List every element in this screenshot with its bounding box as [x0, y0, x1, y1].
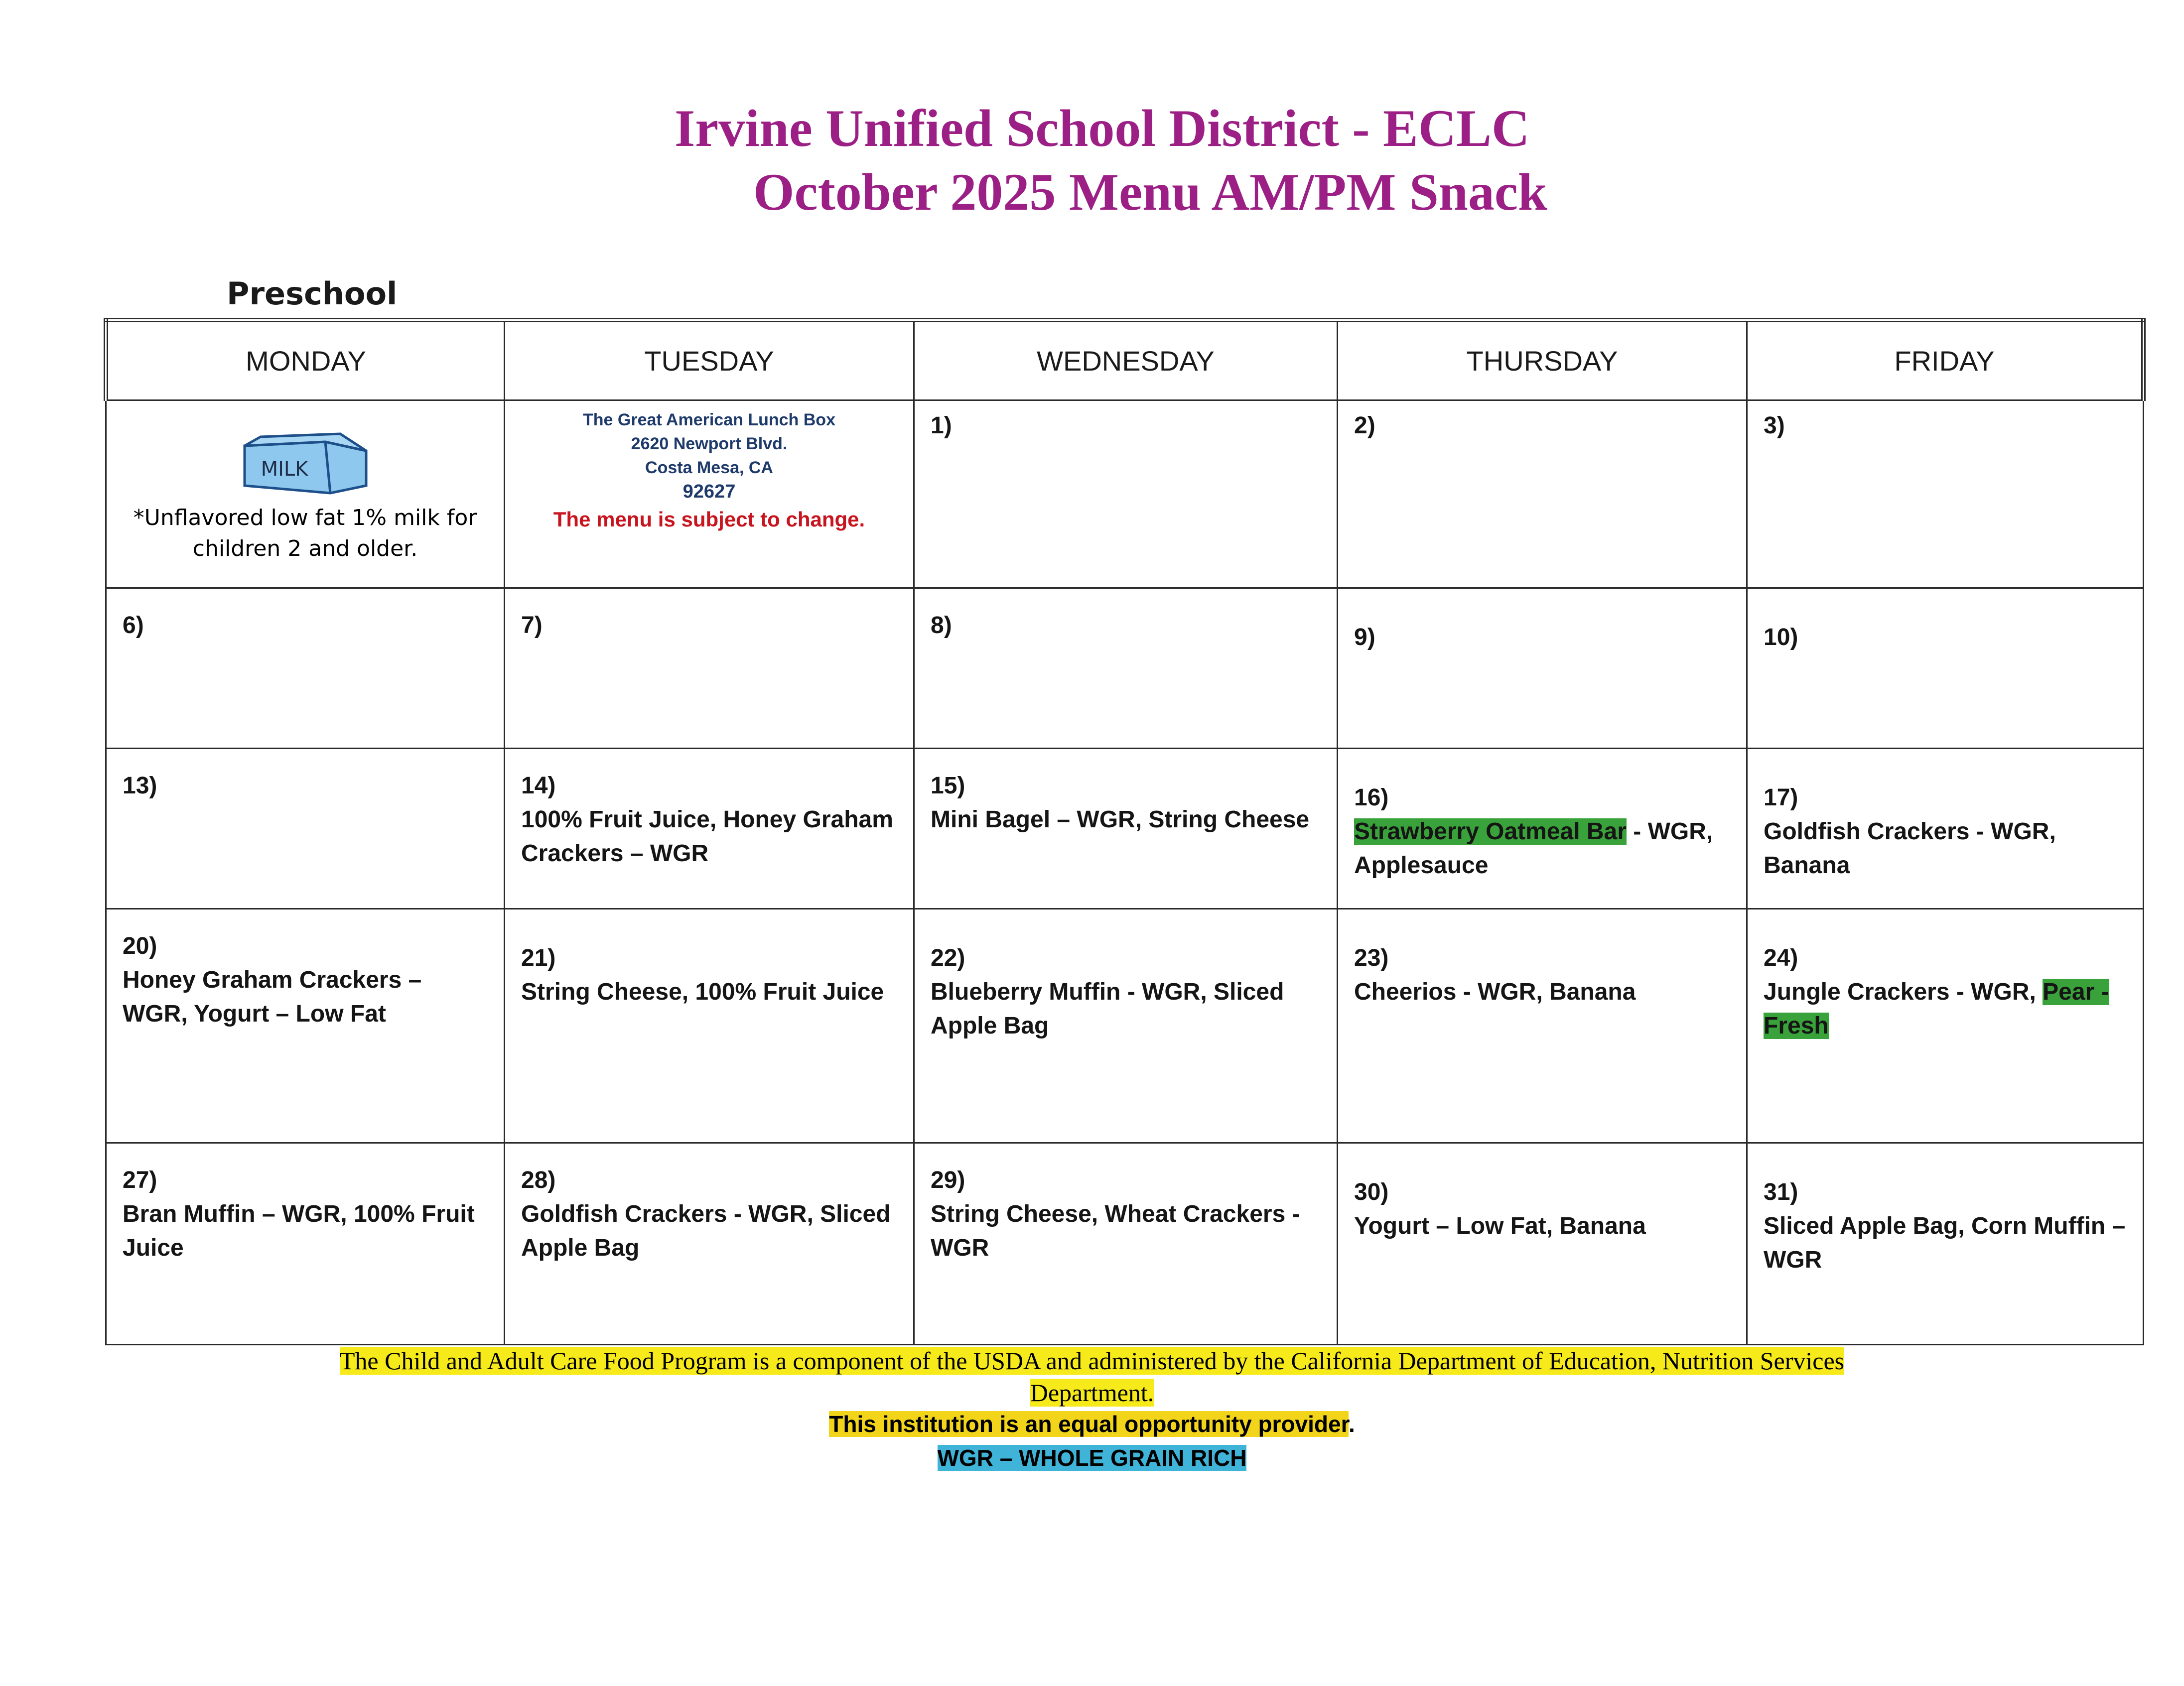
- page-title: Irvine Unified School District - ECLC: [675, 99, 1530, 157]
- menu-item: Honey Graham Crackers – WGR, Yogurt – Low Fat: [123, 967, 422, 1027]
- equal-opportunity-period: .: [1348, 1411, 1355, 1437]
- day-cell: [106, 909, 505, 1143]
- day-cell: [1747, 588, 2144, 749]
- day-cell: [1338, 588, 1747, 749]
- week-row-2: [106, 588, 2144, 749]
- day-number: 29): [931, 1167, 965, 1193]
- milk-note-line2: children 2 and older.: [192, 536, 418, 561]
- menu-calendar: [104, 318, 2146, 1345]
- wgr-legend: [0, 1444, 2184, 1471]
- day-cell: [1338, 1143, 1747, 1345]
- day-cell: [106, 1143, 505, 1345]
- cacfp-statement-line1: The Child and Adult Care Food Program is a component of the USDA and administered by the California Department of Education, Nutrition Services: [339, 1347, 1845, 1375]
- menu-item: Cheerios - WGR, Banana: [1354, 979, 1636, 1005]
- header-thursday: THURSDAY: [1338, 320, 1747, 400]
- menu-item: String Cheese, 100% Fruit Juice: [521, 979, 884, 1005]
- week-row-5: [106, 1143, 2144, 1345]
- menu-item: Sliced Apple Bag, Corn Muffin – WGR: [1764, 1213, 2126, 1273]
- page-subtitle-menu: October 2025 Menu AM/PM Snack: [753, 163, 1547, 221]
- vendor-cell: [505, 400, 914, 588]
- day-cell: [914, 1143, 1338, 1345]
- day-cell: [505, 749, 914, 909]
- day-cell: [914, 588, 1338, 749]
- vendor-street: 2620 Newport Blvd.: [631, 434, 788, 453]
- day-number: 21): [521, 945, 556, 971]
- day-number: 28): [521, 1167, 556, 1193]
- day-number: 8): [931, 612, 952, 639]
- menu-item-highlighted: Pear - Fresh: [1764, 979, 2109, 1039]
- menu-item: 100% Fruit Juice, Honey Graham Crackers – WGR: [521, 806, 893, 867]
- menu-item: Blueberry Muffin - WGR, Sliced Apple Bag: [931, 979, 1284, 1039]
- day-number: 3): [1764, 412, 1785, 439]
- day-number: 17): [1764, 784, 1798, 811]
- day-cell: [1747, 1143, 2144, 1345]
- cacfp-statement-line2: Department.: [1030, 1379, 1154, 1407]
- header-monday: MONDAY: [106, 320, 505, 400]
- day-number: 16): [1354, 784, 1389, 811]
- menu-item: Goldfish Crackers - WGR, Sliced Apple Bag: [521, 1201, 891, 1261]
- day-cell: [914, 400, 1338, 588]
- day-cell: [505, 588, 914, 749]
- menu-change-notice: The menu is subject to change.: [553, 508, 865, 531]
- menu-item: Yogurt – Low Fat, Banana: [1354, 1213, 1646, 1239]
- day-cell: [914, 749, 1338, 909]
- milk-note-cell: [106, 400, 505, 588]
- milk-carton-icon: [231, 431, 380, 496]
- wgr-legend-text: WGR – WHOLE GRAIN RICH: [937, 1445, 1247, 1471]
- cacfp-statement: [0, 1345, 2184, 1409]
- week-row-4: [106, 909, 2144, 1143]
- day-cell: [106, 749, 505, 909]
- day-cell: [1747, 400, 2144, 588]
- day-number: 2): [1354, 412, 1375, 439]
- equal-opportunity-text: This institution is an equal opportunity provider: [829, 1411, 1349, 1437]
- equal-opportunity-statement: [0, 1411, 2184, 1437]
- program-label: Preschool: [227, 275, 398, 312]
- day-number: 1): [931, 412, 952, 439]
- menu-item-highlighted: Strawberry Oatmeal Bar: [1354, 818, 1627, 845]
- day-number: 7): [521, 612, 543, 639]
- day-cell: [1338, 909, 1747, 1143]
- day-number: 14): [521, 773, 556, 799]
- week-row-1: [106, 400, 2144, 588]
- menu-item: Jungle Crackers - WGR,: [1764, 979, 2043, 1005]
- day-number: 6): [123, 612, 144, 639]
- day-cell: [505, 1143, 914, 1345]
- weekday-header-row: [106, 320, 2144, 400]
- day-number: 10): [1764, 624, 1798, 650]
- day-cell: [505, 909, 914, 1143]
- header-friday: FRIDAY: [1747, 320, 2144, 400]
- vendor-name: The Great American Lunch Box: [583, 410, 835, 429]
- menu-item: String Cheese, Wheat Crackers - WGR: [931, 1201, 1300, 1261]
- day-number: 24): [1764, 945, 1798, 971]
- menu-item: Goldfish Crackers - WGR, Banana: [1764, 818, 2056, 879]
- day-number: 22): [931, 945, 965, 971]
- day-cell: [1338, 749, 1747, 909]
- day-number: 13): [123, 773, 157, 799]
- day-number: 31): [1764, 1179, 1798, 1205]
- day-number: 20): [123, 933, 157, 959]
- day-cell: [106, 588, 505, 749]
- menu-item: - WGR, Applesauce: [1354, 818, 1713, 879]
- day-number: 27): [123, 1167, 157, 1193]
- day-number: 23): [1354, 945, 1389, 971]
- vendor-zip: 92627: [682, 481, 736, 502]
- vendor-city: Costa Mesa, CA: [645, 458, 773, 477]
- day-cell: [914, 909, 1338, 1143]
- day-cell: [1747, 749, 2144, 909]
- day-number: 15): [931, 773, 965, 799]
- menu-item: Mini Bagel – WGR, String Cheese: [931, 806, 1310, 833]
- day-cell: [1338, 400, 1747, 588]
- day-number: 9): [1354, 624, 1375, 650]
- header-tuesday: TUESDAY: [505, 320, 914, 400]
- menu-item: Bran Muffin – WGR, 100% Fruit Juice: [123, 1201, 475, 1261]
- day-cell: [1747, 909, 2144, 1143]
- week-row-3: [106, 749, 2144, 909]
- svg-text:MILK: MILK: [261, 458, 308, 481]
- milk-note-line1: *Unflavored low fat 1% milk for: [133, 505, 477, 530]
- day-number: 30): [1354, 1179, 1389, 1205]
- header-wednesday: WEDNESDAY: [914, 320, 1338, 400]
